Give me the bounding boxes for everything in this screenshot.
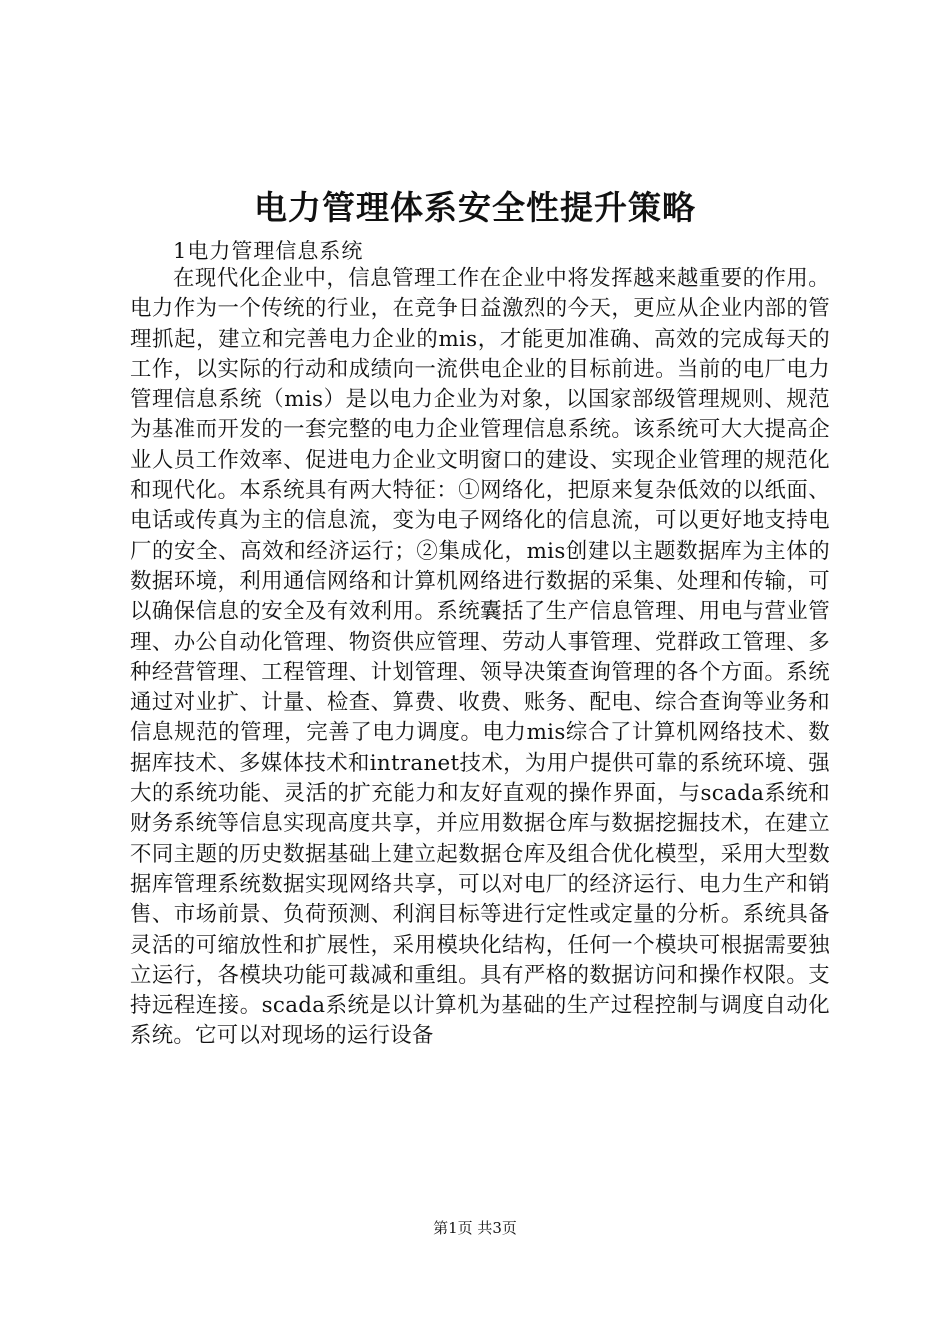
document-title: 电力管理体系安全性提升策略 bbox=[254, 188, 696, 227]
page-number-footer: 第1页 共3页 bbox=[433, 1219, 517, 1237]
body-paragraph: 在现代化企业中，信息管理工作在企业中将发挥越来越重要的作用。电力作为一个传统的行业，在竞争日益激烈的今天，更应从企业内部的管理抓起，建立和完善电力企业的mis，才能更加准确、高效的完成每天的工作，以实际的行动和成绩向一流供电企业的目标前进。当前的电厂电力管理信息系统（mis）是以电力企业为对象，以国家部级管理规则、规范为基准而开发的一套完整的电力企业管理信息系统。该系统可大大提高企业人员工作效率、促进电力企业文明窗口的建设、实现企业管理的规范化和现代化。本系统具有两大特征：①网络化，把原来复杂低效的以纸面、电话或传真为主的信息流，变为电子网络化的信息流，可以更好地支持电厂的安全、高效和经济运行；②集成化，mis创建以主题数据库为主体的数据环境，利用通信网络和计算机网络进行数据的采集、处理和传输，可以确保信息的安全及有效利用。系统囊括了生产信息管理、用电与营业管理、办公自动化管理、物资供应管理、劳动人事管理、党群政工管理、多种经营管理、工程管理、计划管理、领导决策查询管理的各个方面。系统通过对业扩、计量、检查、算费、收费、账务、配电、综合查询等业务和信息规范的管理，完善了电力调度。电力mis综合了计算机网络技术、数据库技术、多媒体技术和intranet技术，为用户提供可靠的系统环境、强大的系统功能、灵活的扩充能力和友好直观的操作界面，与scada系统和财务系统等信息实现高度共享，并应用数据仓库与数据挖掘技术，在建立不同主题的历史数据基础上建立起数据仓库及组合优化模型，采用大型数据库管理系统数据实现网络共享，可以对电厂的经济运行、电力生产和销售、市场前景、负荷预测、利润目标等进行定性或定量的分析。系统具备灵活的可缩放性和扩展性，采用模块化结构，任何一个模块可根据需要独立运行，各模块功能可裁减和重组。具有严格的数据访问和操作权限。支持远程连接。scada系统是以计算机为基础的生产过程控制与调度自动化系统。它可以对现场的运行设备 bbox=[130, 266, 830, 1049]
section-heading: 1电力管理信息系统 bbox=[173, 239, 364, 263]
